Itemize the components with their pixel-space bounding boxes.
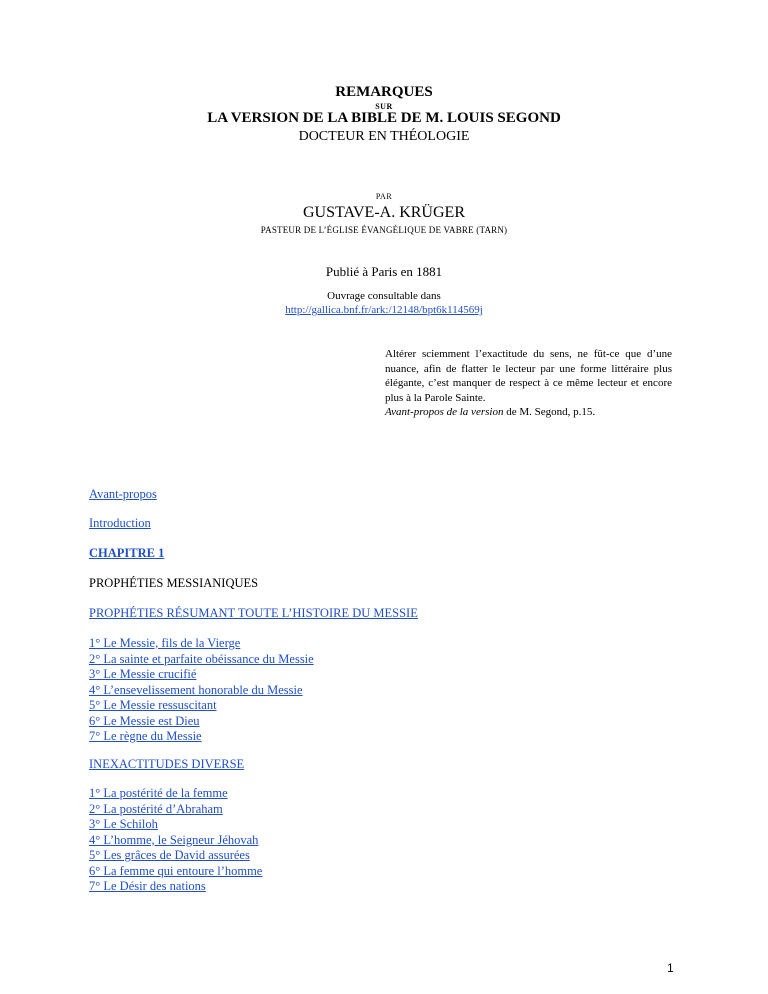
toc-avant-propos <box>89 487 157 502</box>
toc-item-link[interactable]: 1° Le Messie, fils de la Vierge <box>89 636 241 650</box>
toc-link-avant-propos[interactable]: Avant-propos <box>89 487 157 501</box>
toc-section1 <box>89 606 418 621</box>
title-par: PAR <box>375 192 393 201</box>
list-item <box>89 848 262 864</box>
toc-item-link[interactable]: 7° Le règne du Messie <box>89 729 202 743</box>
list-item <box>89 714 314 730</box>
toc-item-link[interactable]: 7° Le Désir des nations <box>89 879 206 893</box>
source-note: Ouvrage consultable dans <box>327 290 441 302</box>
list-item <box>89 698 314 714</box>
page-number: 1 <box>667 961 674 975</box>
list-item <box>89 879 262 895</box>
toc-item-link[interactable]: 3° Le Schiloh <box>89 817 158 831</box>
author-name: GUSTAVE-A. KRÜGER <box>303 204 465 221</box>
toc-introduction <box>89 516 151 531</box>
author-role: PASTEUR DE L’ÉGLISE ÉVANGÉLIQUE DE VABRE (TARN) <box>260 225 508 235</box>
toc-chapitre <box>89 546 164 561</box>
epigraph-source <box>385 405 672 420</box>
toc-item-link[interactable]: 1° La postérité de la femme <box>89 786 228 800</box>
epigraph <box>385 347 672 420</box>
toc-item-link[interactable]: 5° Les grâces de David assurées <box>89 848 250 862</box>
source-url-row <box>0 304 768 316</box>
title-sur: SUR <box>375 102 393 111</box>
toc-link-section1[interactable]: PROPHÉTIES RÉSUMANT TOUTE L’HISTOIRE DU MESSIE <box>89 606 418 620</box>
epigraph-source-title: Avant-propos de la version <box>385 406 504 418</box>
toc-section1-list <box>89 636 314 745</box>
publication-info: Publié à Paris en 1881 <box>325 264 443 279</box>
list-item <box>89 833 262 849</box>
list-item <box>89 667 314 683</box>
list-item <box>89 786 262 802</box>
toc-section2 <box>89 757 244 772</box>
list-item <box>89 652 314 668</box>
title-version: LA VERSION DE LA BIBLE DE M. LOUIS SEGOND <box>207 110 561 126</box>
source-url-link[interactable]: http://gallica.bnf.fr/ark:/12148/bpt6k114569j <box>285 304 483 316</box>
toc-link-chapitre-1[interactable]: CHAPITRE 1 <box>89 546 165 560</box>
epigraph-text: Altérer sciemment l’exactitude du sens, ne fût-ce que d’une nuance, afin de flatter le lecteur par une forme littéraire plus élégante, c’est manquer de respect à ce même lecteur et encore plus à la Parole Sainte. <box>385 348 672 404</box>
list-item <box>89 802 262 818</box>
list-item <box>89 683 314 699</box>
epigraph-source-rest: de M. Segond, p.15. <box>503 406 596 418</box>
toc-item-link[interactable]: 2° La sainte et parfaite obéissance du Messie <box>89 651 314 666</box>
list-item <box>89 729 314 745</box>
toc-link-introduction[interactable]: Introduction <box>89 516 151 530</box>
toc-item-link[interactable]: 5° Le Messie ressuscitant <box>89 698 217 712</box>
list-item <box>89 864 262 880</box>
toc-propheties-heading: PROPHÉTIES MESSIANIQUES <box>89 576 259 590</box>
list-item <box>89 636 314 652</box>
toc-item-link[interactable]: 4° L’homme, le Seigneur Jéhovah <box>89 832 259 847</box>
toc-item-link[interactable]: 2° La postérité d’Abraham <box>89 801 223 816</box>
title-docteur: DOCTEUR EN THÉOLOGIE <box>298 129 470 144</box>
toc-item-link[interactable]: 6° Le Messie est Dieu <box>89 713 200 728</box>
toc-item-link[interactable]: 3° Le Messie crucifié <box>89 667 197 681</box>
toc-item-link[interactable]: 4° L’ensevelissement honorable du Messie <box>89 682 303 697</box>
title-remarques: REMARQUES <box>335 84 433 100</box>
toc-section2-list <box>89 786 262 895</box>
toc-item-link[interactable]: 6° La femme qui entoure l’homme <box>89 863 263 878</box>
list-item <box>89 817 262 833</box>
toc-link-section2[interactable]: INEXACTITUDES DIVERSE <box>89 757 245 771</box>
